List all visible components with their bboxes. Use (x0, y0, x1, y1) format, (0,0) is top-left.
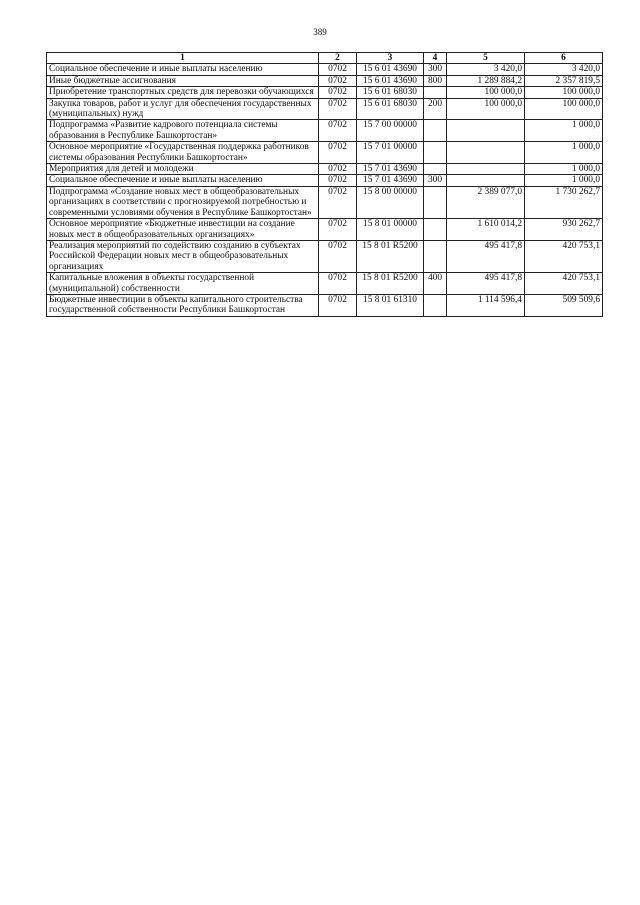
amount-col6: 1 000,0 (525, 175, 603, 186)
section-code: 0702 (319, 175, 357, 186)
amount-col6: 3 420,0 (525, 64, 603, 75)
amount-col5 (447, 164, 525, 175)
amount-col5: 495 417,8 (447, 273, 525, 295)
budget-table (46, 52, 603, 317)
target-code: 15 8 01 R5200 (357, 240, 424, 272)
target-code: 15 7 01 43690 (357, 175, 424, 186)
row-name: Основное мероприятие «Государственная поддержка работников системы образования Республики Башкортостан» (47, 142, 319, 164)
row-name: Бюджетные инвестиции в объекты капитального строительства государственной собственности Республики Башкортостан (47, 294, 319, 316)
amount-col6: 2 357 819,5 (525, 75, 603, 86)
row-name: Социальное обеспечение и иные выплаты населению (47, 64, 319, 75)
table-row (47, 219, 603, 241)
column-header: 1 (47, 53, 319, 64)
table-row (47, 175, 603, 186)
amount-col6: 1 000,0 (525, 142, 603, 164)
column-header: 5 (447, 53, 525, 64)
amount-col5 (447, 120, 525, 142)
expense-type: 400 (424, 273, 447, 295)
section-code: 0702 (319, 273, 357, 295)
row-name: Реализация мероприятий по содействию созданию в субъектах Российской Федерации новых мест в общеобразовательных организациях (47, 240, 319, 272)
target-code: 15 7 00 00000 (357, 120, 424, 142)
column-header: 4 (424, 53, 447, 64)
amount-col6: 420 753,1 (525, 273, 603, 295)
section-code: 0702 (319, 164, 357, 175)
section-code: 0702 (319, 87, 357, 98)
section-code: 0702 (319, 294, 357, 316)
table-body (47, 64, 603, 316)
amount-col5: 1 114 596,4 (447, 294, 525, 316)
amount-col6: 420 753,1 (525, 240, 603, 272)
amount-col6: 1 000,0 (525, 164, 603, 175)
table-row (47, 120, 603, 142)
column-header: 2 (319, 53, 357, 64)
table-row (47, 186, 603, 218)
target-code: 15 8 01 00000 (357, 219, 424, 241)
amount-col5: 1 289 884,2 (447, 75, 525, 86)
expense-type (424, 87, 447, 98)
row-name: Подпрограмма «Создание новых мест в общеобразовательных организациях в соответствии с прогнозируемой потребностью и современными условиями обучения в Республике Башкортостан» (47, 186, 319, 218)
amount-col6: 100 000,0 (525, 87, 603, 98)
row-name: Приобретение транспортных средств для перевозки обучающихся (47, 87, 319, 98)
row-name: Социальное обеспечение и иные выплаты населению (47, 175, 319, 186)
expense-type (424, 219, 447, 241)
expense-type: 800 (424, 75, 447, 86)
table-row (47, 273, 603, 295)
amount-col5: 2 389 077,0 (447, 186, 525, 218)
row-name: Мероприятия для детей и молодежи (47, 164, 319, 175)
expense-type (424, 294, 447, 316)
table-row (47, 240, 603, 272)
section-code: 0702 (319, 186, 357, 218)
section-code: 0702 (319, 142, 357, 164)
section-code: 0702 (319, 75, 357, 86)
table-row (47, 64, 603, 75)
table-row (47, 294, 603, 316)
amount-col6: 509 509,6 (525, 294, 603, 316)
row-name: Подпрограмма «Развитие кадрового потенциала системы образования в Республике Башкортостан» (47, 120, 319, 142)
section-code: 0702 (319, 64, 357, 75)
amount-col5: 3 420,0 (447, 64, 525, 75)
expense-type: 300 (424, 175, 447, 186)
amount-col6: 1 730 262,7 (525, 186, 603, 218)
expense-type (424, 142, 447, 164)
amount-col5: 100 000,0 (447, 87, 525, 98)
table-row (47, 98, 603, 120)
target-code: 15 7 01 43690 (357, 164, 424, 175)
expense-type (424, 120, 447, 142)
target-code: 15 8 00 00000 (357, 186, 424, 218)
expense-type (424, 240, 447, 272)
row-name: Капитальные вложения в объекты государственной (муниципальной) собственности (47, 273, 319, 295)
section-code: 0702 (319, 98, 357, 120)
expense-type (424, 186, 447, 218)
target-code: 15 6 01 68030 (357, 98, 424, 120)
amount-col5 (447, 175, 525, 186)
target-code: 15 7 01 00000 (357, 142, 424, 164)
target-code: 15 6 01 43690 (357, 75, 424, 86)
row-name: Иные бюджетные ассигнования (47, 75, 319, 86)
amount-col5 (447, 142, 525, 164)
section-code: 0702 (319, 240, 357, 272)
row-name: Основное мероприятие «Бюджетные инвестиции на создание новых мест в общеобразовательных организациях» (47, 219, 319, 241)
table-row (47, 164, 603, 175)
target-code: 15 8 01 R5200 (357, 273, 424, 295)
target-code: 15 6 01 68030 (357, 87, 424, 98)
page-number: 389 (313, 27, 327, 37)
column-header: 6 (525, 53, 603, 64)
expense-type: 200 (424, 98, 447, 120)
amount-col5: 100 000,0 (447, 98, 525, 120)
section-code: 0702 (319, 120, 357, 142)
expense-type: 300 (424, 64, 447, 75)
row-name: Закупка товаров, работ и услуг для обеспечения государственных (муниципальных) нужд (47, 98, 319, 120)
table-row (47, 142, 603, 164)
section-code: 0702 (319, 219, 357, 241)
table-header-row (47, 53, 603, 64)
table-row (47, 75, 603, 86)
target-code: 15 8 01 61310 (357, 294, 424, 316)
table-row (47, 87, 603, 98)
expense-type (424, 164, 447, 175)
column-header: 3 (357, 53, 424, 64)
amount-col6: 930 262,7 (525, 219, 603, 241)
amount-col5: 495 417,8 (447, 240, 525, 272)
target-code: 15 6 01 43690 (357, 64, 424, 75)
amount-col6: 1 000,0 (525, 120, 603, 142)
amount-col6: 100 000,0 (525, 98, 603, 120)
amount-col5: 1 610 014,2 (447, 219, 525, 241)
